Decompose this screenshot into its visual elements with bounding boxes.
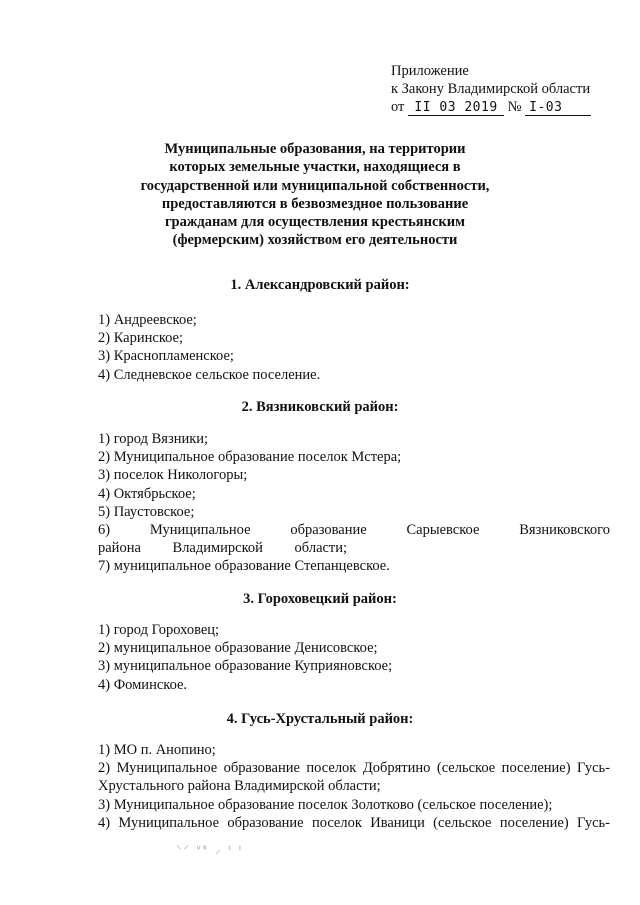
list-item: 2) Муниципальное образование поселок Добрятино (сельское поселение) Гусь-Хрустального района Владимирской области; — [98, 760, 610, 795]
document-title — [90, 140, 540, 250]
appendix-law-reference: к Закону Владимирской области — [391, 81, 591, 97]
list-item: 1) Андреевское; — [98, 312, 197, 328]
section-heading: 3. Гороховецкий район: — [243, 591, 397, 607]
list-item: 3) Краснопламенское; — [98, 348, 234, 365]
handwritten-number: I-03 — [525, 100, 591, 116]
title-line: Муниципальные образования, на территории — [164, 141, 466, 157]
list-item: 1) город Гороховец; — [98, 622, 220, 638]
appendix-header — [391, 62, 591, 116]
section-list — [98, 621, 610, 694]
list-item: 6) Муниципальное образование Сарыевское Вязниковского района Владимирской области; — [98, 522, 610, 557]
list-item: 4) Октябрьское; — [98, 485, 196, 502]
date-prefix: от — [391, 99, 405, 115]
title-line: (фермерским) хозяйством его деятельности — [172, 232, 458, 249]
appendix-label: Приложение — [391, 63, 469, 79]
handwritten-date: II 03 2019 — [408, 100, 504, 116]
section-list — [98, 430, 610, 576]
list-item: 3) муниципальное образование Куприяновское; — [98, 658, 393, 675]
list-item: 5) Паустовское; — [98, 503, 195, 520]
appendix-date-line — [391, 98, 591, 116]
title-line: гражданам для осуществления крестьянским — [164, 214, 466, 231]
list-item: 4) Следневское сельское поселение. — [98, 366, 321, 383]
list-item: 1) город Вязники; — [98, 431, 209, 447]
section-heading: 4. Гусь-Хрустальный район: — [226, 711, 414, 727]
list-item: 3) поселок Никологоры; — [98, 467, 248, 484]
list-item: 4) Фоминское. — [98, 676, 188, 693]
title-line: государственной или муниципальной собственности, — [140, 177, 490, 194]
number-sign: № — [507, 99, 522, 115]
section-list — [98, 741, 610, 832]
title-line: предоставляются в безвозмездное пользование — [161, 195, 469, 212]
list-item: 2) Каринское; — [98, 330, 184, 347]
title-line: которых земельные участки, находящиеся в — [169, 159, 461, 176]
list-item: 2) Муниципальное образование поселок Мстера; — [98, 449, 402, 466]
section-list — [98, 311, 610, 384]
list-item: 7) муниципальное образование Степанцевское. — [98, 558, 390, 575]
list-item: 2) муниципальное образование Денисовское; — [98, 640, 378, 657]
scan-mark: ⸌⸍ ᵛᵏ ⸝ ᶦ ᶦ — [176, 843, 244, 856]
section-heading: 2. Вязниковский район: — [241, 399, 399, 415]
section-heading: 1. Александровский район: — [230, 277, 410, 293]
list-item: 4) Муниципальное образование поселок Иваници (сельское поселение) Гусь- — [98, 814, 610, 831]
list-item: 1) МО п. Анопино; — [98, 742, 216, 758]
list-item: 3) Муниципальное образование поселок Золотково (сельское поселение); — [98, 796, 553, 813]
